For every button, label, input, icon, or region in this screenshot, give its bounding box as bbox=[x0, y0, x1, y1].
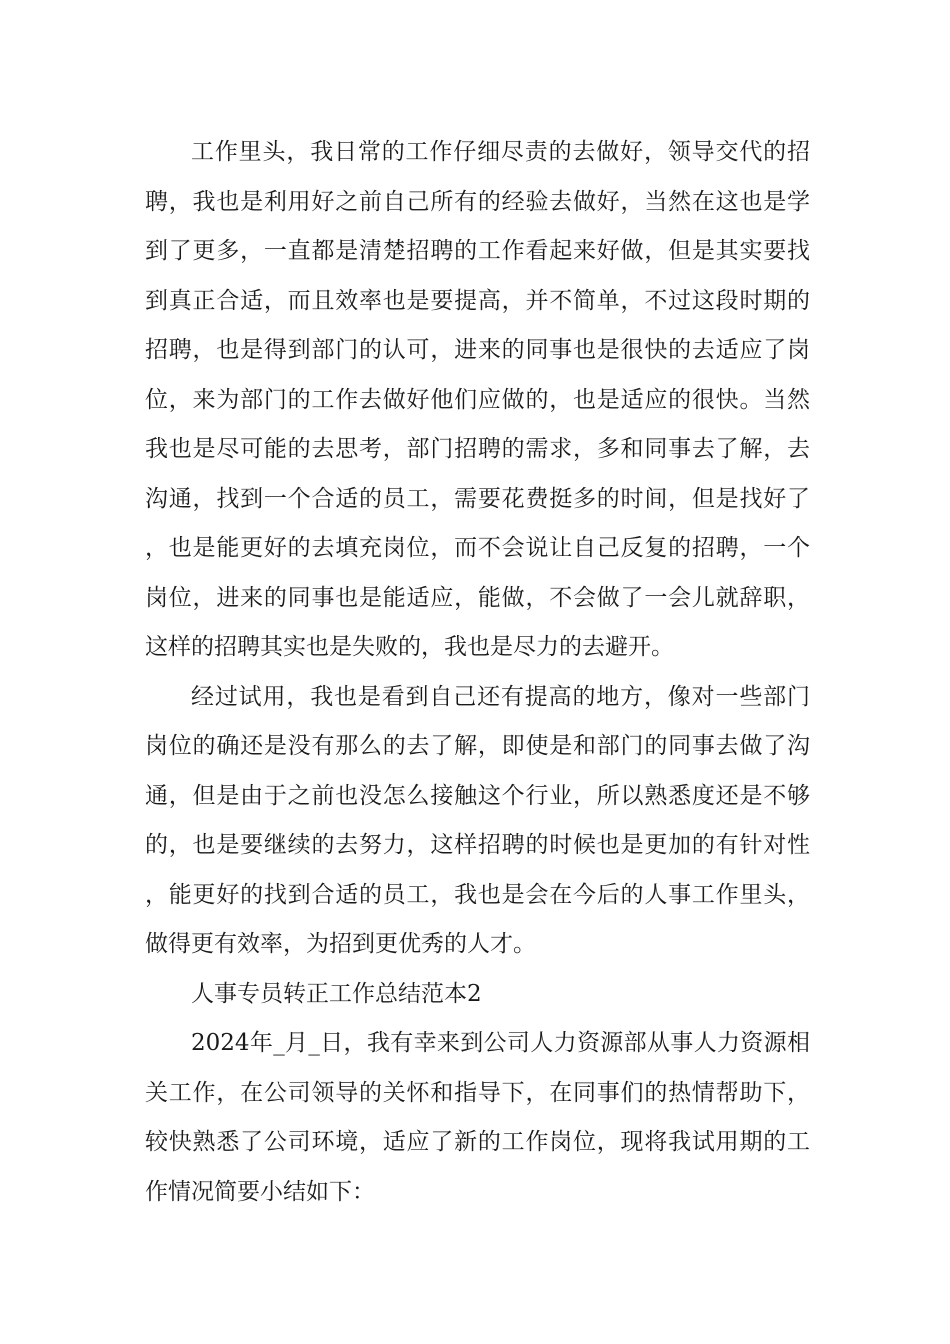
paragraph-recruitment-work: 工作里头，我日常的工作仔细尽责的去做好，领导交代的招聘，我也是利用好之前自己所有的经验去做好，当然在这也是学到了更多，一直都是清楚招聘的工作看起来好做，但是其实要找到真正合适，而且效率也是要提高，并不简单，不过这段时期的招聘，也是得到部门的认可，进来的同事也是很快的去适应了岗位，来为部门的工作去做好他们应做的，也是适应的很快。当然我也是尽可能的去思考，部门招聘的需求，多和同事去了解，去沟通，找到一个合适的员工，需要花费挺多的时间，但是找好了，也是能更好的去填充岗位，而不会说让自己反复的招聘，一个岗位，进来的同事也是能适应，能做，不会做了一会儿就辞职，这样的招聘其实也是失败的，我也是尽力的去避开。 bbox=[145, 139, 810, 660]
paragraph-intro: 2024年_月_日，我有幸来到公司人力资源部从事人力资源相关工作，在公司领导的关怀和指导下，在同事们的热情帮助下，较快熟悉了公司环境，适应了新的工作岗位，现将我试用期的工作情况简要小结如下： bbox=[145, 1030, 810, 1205]
section-heading: 人事专员转正工作总结范本2 bbox=[191, 980, 482, 1007]
paragraph-improvement: 经过试用，我也是看到自己还有提高的地方，像对一些部门岗位的确还是没有那么的去了解，即使是和部门的同事去做了沟通，但是由于之前也没怎么接触这个行业，所以熟悉度还是不够的，也是要继续的去努力，这样招聘的时候也是更加的有针对性，能更好的找到合适的员工，我也是会在今后的人事工作里头，做得更有效率，为招到更优秀的人才。 bbox=[145, 683, 810, 957]
document-body bbox=[145, 128, 810, 1217]
